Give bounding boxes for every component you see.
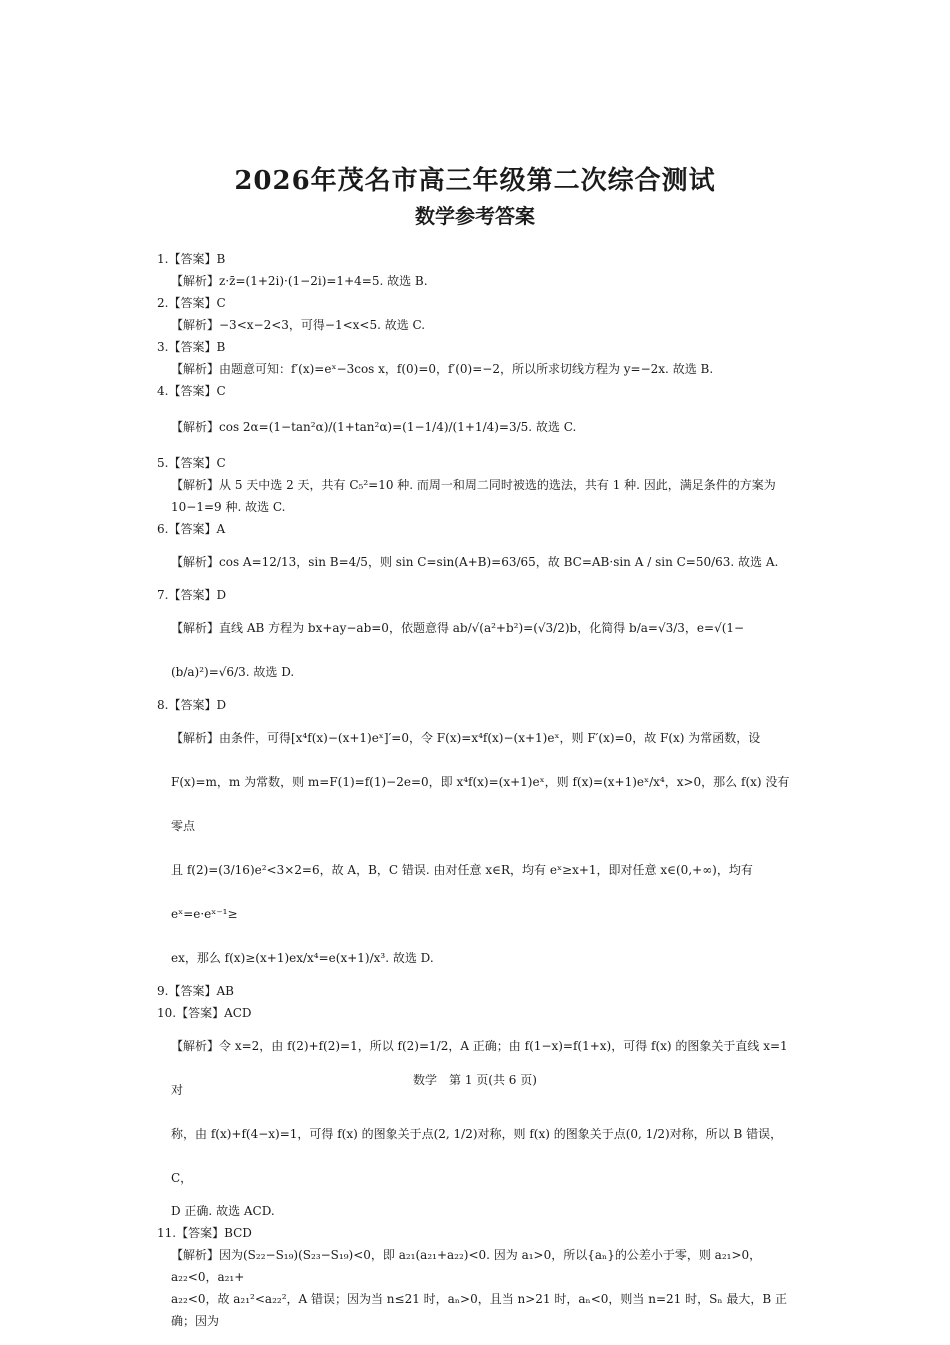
solution-line: 【解析】令 x=2，由 f(2)+f(2)=1，所以 f(2)=1/2，A 正确；由 f(1−x)=f(1+x)，可得 f(x) 的图象关于直线 x=1 对 (171, 1039, 788, 1097)
solution-line: 且 f(2)=(3/16)e²<3×2=6，故 A，B，C 错误. 由对任意 x∈R，均有 eˣ≥x+1，即对任意 x∈(0,+∞)，均有 eˣ=e·eˣ⁻¹≥ (171, 863, 753, 921)
answer-line: 5.【答案】C (157, 456, 226, 470)
answer-line: 10.【答案】ACD (157, 1006, 252, 1020)
answer-line: 8.【答案】D (157, 698, 227, 712)
solution-line: 【解析】−3<x−2<3，可得−1<x<5. 故选 C. (171, 318, 426, 332)
solution-line: 【解析】cos A=12/13，sin B=4/5，则 sin C=sin(A+B)=63/65，故 BC=AB·sin A / sin C=50/63. 故选 A. (171, 555, 779, 569)
page-footer: 数学 第 1 页(共 6 页) (413, 1073, 537, 1087)
solution-line: 【解析】因为(S₂₂−S₁₉)(S₂₃−S₁₉)<0，即 a₂₁(a₂₁+a₂₂)<0. 因为 a₁>0，所以{aₙ}的公差小于零，则 a₂₁>0，a₂₂<0，a₂₁+ (171, 1248, 762, 1284)
answer-content (157, 248, 797, 1332)
solution-line: F(x)=m，m 为常数，则 m=F(1)=f(1)−2e=0，即 x⁴f(x)=(x+1)eˣ，则 f(x)=(x+1)eˣ/x⁴，x>0，那么 f(x) 没有零点 (171, 775, 790, 833)
answer-line: 4.【答案】C (157, 384, 226, 398)
answer-line: 11.【答案】BCD (157, 1226, 252, 1240)
solution-line: 【解析】从 5 天中选 2 天，共有 C₅²=10 种. 而周一和周二同时被选的选法，共有 1 种. 因此，满足条件的方案为 10−1=9 种. 故选 C. (171, 478, 776, 514)
solution-line: 【解析】由条件，可得[x⁴f(x)−(x+1)eˣ]′=0，令 F(x)=x⁴f(x)−(x+1)eˣ，则 F′(x)=0，故 F(x) 为常函数，设 (171, 731, 761, 745)
solution-line: ex，那么 f(x)≥(x+1)ex/x⁴=e(x+1)/x³. 故选 D. (171, 951, 434, 965)
page-subtitle: 数学参考答案 (415, 204, 535, 228)
answer-line: 7.【答案】D (157, 588, 227, 602)
solution-line: 【解析】直线 AB 方程为 bx+ay−ab=0，依题意得 ab/√(a²+b²)=(√3/2)b，化简得 b/a=√3/3，e=√(1−(b/a)²)=√6/3. 故选 D. (171, 621, 745, 679)
solution-line: 【解析】由题意可知：f′(x)=eˣ−3cos x，f(0)=0，f′(0)=−2，所以所求切线方程为 y=−2x. 故选 B. (171, 362, 714, 376)
answer-line: 1.【答案】B (157, 252, 226, 266)
solution-line: 称，由 f(x)+f(4−x)=1，可得 f(x) 的图象关于点(2, 1/2)对称，则 f(x) 的图象关于点(0, 1/2)对称，所以 B 错误，C， (171, 1127, 783, 1185)
solution-line: a₂₂<0，故 a₂₁²<a₂₂²，A 错误；因为当 n≤21 时，aₙ>0，且当 n>21 时，aₙ<0，则当 n=21 时，Sₙ 最大，B 正确；因为 (171, 1292, 787, 1328)
solution-line: 【解析】cos 2α=(1−tan²α)/(1+tan²α)=(1−1/4)/(1+1/4)=3/5. 故选 C. (171, 420, 577, 434)
page-title: 2026年茂名市高三年级第二次综合测试 (234, 166, 716, 196)
solution-line: D 正确. 故选 ACD. (171, 1204, 275, 1218)
answer-line: 9.【答案】AB (157, 984, 234, 998)
solution-line: 【解析】z·z̄=(1+2i)·(1−2i)=1+4=5. 故选 B. (171, 274, 428, 288)
answer-line: 3.【答案】B (157, 340, 226, 354)
answer-line: 2.【答案】C (157, 296, 226, 310)
answer-line: 6.【答案】A (157, 522, 226, 536)
